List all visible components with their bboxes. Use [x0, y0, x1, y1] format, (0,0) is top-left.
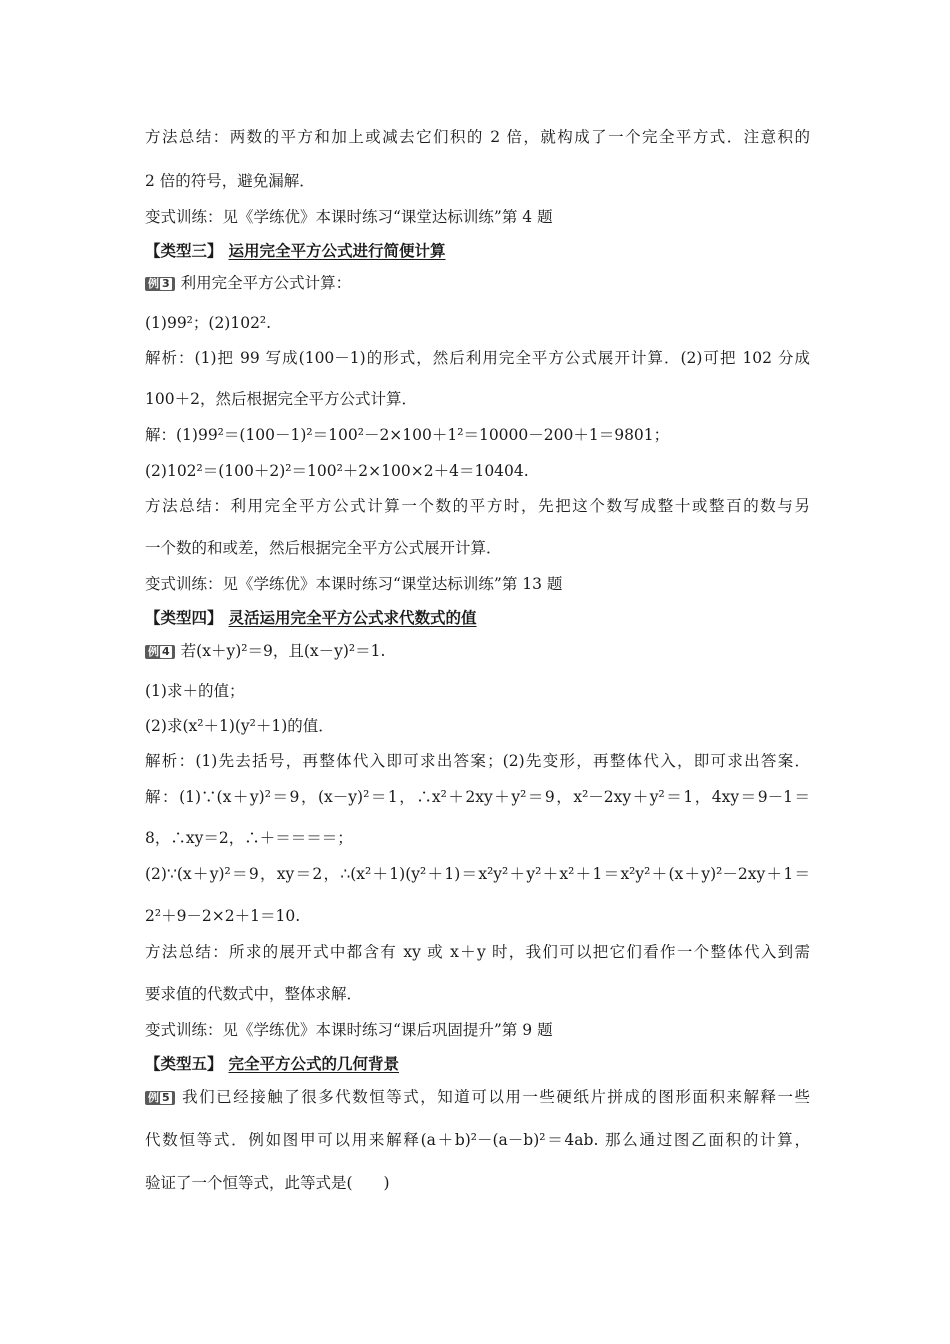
- method-summary-4-line1: 方法总结：所求的展开式中都含有 xy 或 x＋y 时，我们可以把它们看作一个整体代入到需: [145, 943, 810, 961]
- type-3-tag: 【类型三】: [145, 241, 223, 260]
- example-5-question-line1: [145, 1086, 810, 1108]
- method-summary-2-line2: 2 倍的符号，避免漏解．: [145, 172, 315, 190]
- example-5-question-line3: 验证了一个恒等式，此等式是( ): [145, 1174, 390, 1192]
- type-4-heading: [145, 607, 810, 629]
- method-summary-3-line1: 方法总结：利用完全平方公式计算一个数的平方时，先把这个数写成整十或整百的数与另: [145, 497, 810, 515]
- example-5-question-line2: 代数恒等式．例如图甲可以用来解释(a＋b)²－(a－b)²＝4ab. 那么通过图乙面积的计算，: [145, 1131, 810, 1149]
- type-3-heading: [145, 240, 810, 262]
- example-3-analysis-line1: 解析：(1)把 99 写成(100－1)的形式，然后利用完全平方公式展开计算．(2)可把 102 分成: [145, 349, 810, 367]
- example-4-text: 若(x＋y)²＝9，且(x－y)²＝1.: [180, 642, 386, 660]
- type-5-topic: 完全平方公式的几何背景: [228, 1054, 400, 1073]
- example-5-badge: 例 5: [145, 1091, 175, 1105]
- example-3-analysis-line2: 100＋2，然后根据完全平方公式计算．: [145, 390, 417, 408]
- method-summary-2-line1: 方法总结：两数的平方和加上或减去它们积的 2 倍，就构成了一个完全平方式．注意积的: [145, 128, 810, 146]
- example-4-solution-line3: (2)∵(x＋y)²＝9，xy＝2，∴(x²＋1)(y²＋1)＝x²y²＋y²＋x²＋1＝x²y²＋(x＋y)²－2xy＋1＝: [145, 865, 810, 883]
- type-3-topic: 运用完全平方公式进行简便计算: [228, 241, 446, 260]
- variant-training-2: 变式训练：见《学练优》本课时练习“课堂达标训练”第 4 题: [145, 208, 553, 226]
- method-summary-4-line2: 要求值的代数式中，整体求解．: [145, 985, 363, 1003]
- example-3-solution-line2: (2)102²＝(100＋2)²＝100²＋2×100×2＋4＝10404.: [145, 462, 529, 480]
- example-5-text: 我们已经接触了很多代数恒等式，知道可以用一些硬纸片拼成的图形面积来解释一些: [180, 1088, 810, 1106]
- type-4-tag: 【类型四】: [145, 608, 223, 627]
- example-4-solution-line4: 2²＋9－2×2＋1＝10.: [145, 907, 301, 925]
- example-4-solution-line1: 解：(1)∵(x＋y)²＝9，(x－y)²＝1，∴x²＋2xy＋y²＝9，x²－2xy＋y²＝1，4xy＝9－1＝: [145, 788, 810, 806]
- variant-training-4: 变式训练：见《学练优》本课时练习“课后巩固提升”第 9 题: [145, 1021, 553, 1039]
- example-4-part1: (1)求＋的值；: [145, 682, 245, 700]
- example-3-parts: (1)99²；(2)102².: [145, 314, 272, 332]
- example-3-badge: 例 3: [145, 277, 175, 291]
- example-3-solution-line1: 解：(1)99²＝(100－1)²＝100²－2×100＋1²＝10000－200＋1＝9801；: [145, 426, 670, 444]
- example-4-solution-line2: 8，∴xy＝2，∴＋＝＝＝＝；: [145, 829, 353, 847]
- example-3-text: 利用完全平方公式计算：: [180, 274, 352, 292]
- example-4-question: [145, 640, 810, 662]
- type-5-heading: [145, 1053, 810, 1075]
- type-5-tag: 【类型五】: [145, 1054, 223, 1073]
- example-4-analysis: 解析：(1)先去括号，再整体代入即可求出答案；(2)先变形，再整体代入，即可求出答案．: [145, 752, 810, 770]
- example-3-question: [145, 272, 810, 294]
- variant-training-3: 变式训练：见《学练优》本课时练习“课堂达标训练”第 13 题: [145, 575, 563, 593]
- type-4-topic: 灵活运用完全平方公式求代数式的值: [228, 608, 477, 627]
- example-4-badge: 例 4: [145, 645, 175, 659]
- method-summary-3-line2: 一个数的和或差，然后根据完全平方公式展开计算．: [145, 539, 502, 557]
- example-4-part2: (2)求(x²＋1)(y²＋1)的值．: [145, 717, 334, 735]
